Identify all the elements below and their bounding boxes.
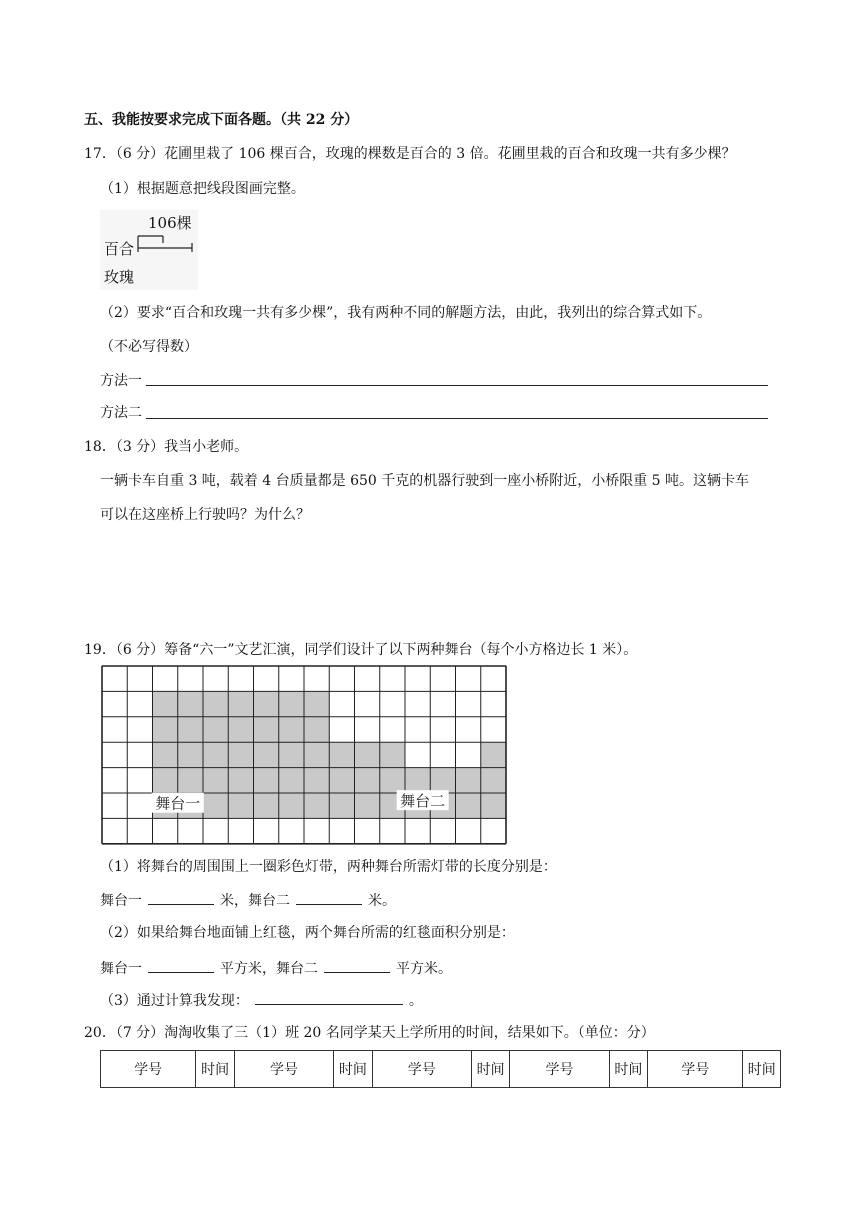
stage1-length-unit: 米，舞台二 xyxy=(220,893,290,909)
stage1-cell xyxy=(178,691,203,716)
stage1-label-b: 舞台一 xyxy=(100,961,142,977)
stage1-label: 舞台一 xyxy=(155,794,201,813)
stage1-cell xyxy=(203,742,228,767)
time-table xyxy=(100,1050,781,1088)
stage1-cell xyxy=(355,768,380,793)
q17-part2-line2: （不必写得数） xyxy=(100,339,198,355)
stage1-cell xyxy=(279,717,304,742)
stage1-cell xyxy=(203,793,228,818)
q18-line1: 一辆卡车自重 3 吨，载着 4 台质量都是 650 千克的机器行驶到一座小桥附近，小桥限重 5 吨。这辆卡车 xyxy=(100,473,750,489)
q18-line2: 可以在这座桥上行驶吗？为什么？ xyxy=(100,507,310,523)
header-student-id: 学号 xyxy=(648,1051,743,1088)
stage2-length-blank[interactable] xyxy=(296,890,362,905)
stage1-cell xyxy=(279,768,304,793)
stage1-cell xyxy=(304,768,329,793)
stage1-cell xyxy=(178,742,203,767)
section-title: 五、我能按要求完成下面各题。（共 22 分） xyxy=(84,112,359,128)
stage1-cell xyxy=(279,691,304,716)
q19-part2: （2）如果给舞台地面铺上红毯，两个舞台所需的红毯面积分别是： xyxy=(100,925,515,941)
stage1-cell xyxy=(153,717,178,742)
header-student-id: 学号 xyxy=(101,1051,196,1088)
method1-label: 方法一 xyxy=(100,373,142,389)
header-time: 时间 xyxy=(609,1051,648,1088)
stage1-cell xyxy=(329,793,354,818)
stage2-area-blank[interactable] xyxy=(324,958,390,973)
stage1-cell xyxy=(279,742,304,767)
stage1-area-unit: 平方米，舞台二 xyxy=(220,961,318,977)
q19-part3 xyxy=(100,990,423,1010)
header-time: 时间 xyxy=(471,1051,510,1088)
stage1-cell xyxy=(304,717,329,742)
method2-answer-line[interactable] xyxy=(146,418,768,419)
header-student-id: 学号 xyxy=(510,1051,609,1088)
stage1-cell xyxy=(153,691,178,716)
stage2-cell xyxy=(456,768,481,793)
stage2-cell xyxy=(405,768,430,793)
stage1-cell xyxy=(304,742,329,767)
stage1-cell xyxy=(178,768,203,793)
diagram-row2-label: 玫瑰 xyxy=(104,268,135,286)
stage1-area-blank[interactable] xyxy=(148,958,214,973)
stage2-cell xyxy=(456,793,481,818)
diagram-row1-label: 百合 xyxy=(104,240,135,258)
header-time: 时间 xyxy=(196,1051,235,1088)
q19-part1: （1）将舞台的周围围上一圈彩色灯带，两种舞台所需灯带的长度分别是： xyxy=(100,859,557,875)
q19-part3-prefix: （3）通过计算我发现： xyxy=(100,993,249,1009)
stage1-label-a: 舞台一 xyxy=(100,893,142,909)
stage1-cell xyxy=(355,793,380,818)
stage1-cell xyxy=(254,717,279,742)
header-time: 时间 xyxy=(334,1051,373,1088)
stage1-cell xyxy=(329,768,354,793)
stage2-cell xyxy=(380,768,405,793)
stage2-cell xyxy=(481,742,506,767)
stage1-cell xyxy=(254,768,279,793)
table-header-row xyxy=(101,1051,781,1088)
method2-label: 方法二 xyxy=(100,405,142,421)
stage1-cell xyxy=(203,717,228,742)
stage1-cell xyxy=(304,691,329,716)
stage1-cell xyxy=(203,691,228,716)
diagram-top-label: 106棵 xyxy=(148,214,192,232)
method1-answer-line[interactable] xyxy=(146,385,768,386)
q17-part1: （1）根据题意把线段图画完整。 xyxy=(100,181,305,197)
stage1-cell xyxy=(178,717,203,742)
discovery-blank[interactable] xyxy=(255,990,403,1005)
stage1-cell xyxy=(228,742,253,767)
stage1-length-blank[interactable] xyxy=(148,890,214,905)
stage1-cell xyxy=(355,742,380,767)
stage2-cell xyxy=(380,742,405,767)
q17-stem: 17．（6 分）花圃里栽了 106 棵百合，玫瑰的棵数是百合的 3 倍。花圃里栽的百合和玫瑰一共有多少棵？ xyxy=(84,146,736,162)
q17-part2-line1: （2）要求“百合和玫瑰一共有多少棵”，我有两种不同的解题方法，由此，我列出的综合算式如下。 xyxy=(100,305,712,321)
stage2-cell xyxy=(430,768,455,793)
stage2-cell xyxy=(481,768,506,793)
stage2-cell xyxy=(481,793,506,818)
stage1-cell xyxy=(254,742,279,767)
q19-part3-suffix: 。 xyxy=(408,993,423,1009)
stage-grid xyxy=(100,664,510,846)
stage1-cell xyxy=(254,691,279,716)
stage1-cell xyxy=(329,742,354,767)
q19-stem: 19．（6 分）筹备“六一”文艺汇演，同学们设计了以下两种舞台（每个小方格边长 1 米）。 xyxy=(84,642,638,658)
header-time: 时间 xyxy=(743,1051,781,1088)
q20-stem: 20．（7 分）淘淘收集了三（1）班 20 名同学某天上学所用的时间，结果如下。（单位：分） xyxy=(84,1025,655,1041)
stage2-label: 舞台二 xyxy=(400,792,446,811)
q19-part1-answer xyxy=(100,890,396,910)
stage1-cell xyxy=(153,768,178,793)
stage1-cell xyxy=(279,793,304,818)
stage1-cell xyxy=(228,793,253,818)
stage1-cell xyxy=(228,768,253,793)
stage1-cell xyxy=(228,717,253,742)
stage1-cell xyxy=(228,691,253,716)
stage2-length-unit: 米。 xyxy=(368,893,396,909)
header-student-id: 学号 xyxy=(372,1051,471,1088)
q19-part2-answer xyxy=(100,958,452,978)
segment-diagram xyxy=(100,210,198,290)
header-student-id: 学号 xyxy=(234,1051,333,1088)
q18-stem: 18．（3 分）我当小老师。 xyxy=(84,439,249,455)
stage1-cell xyxy=(203,768,228,793)
stage1-cell xyxy=(304,793,329,818)
stage1-cell xyxy=(153,742,178,767)
stage2-area-unit: 平方米。 xyxy=(396,961,452,977)
stage1-cell xyxy=(254,793,279,818)
